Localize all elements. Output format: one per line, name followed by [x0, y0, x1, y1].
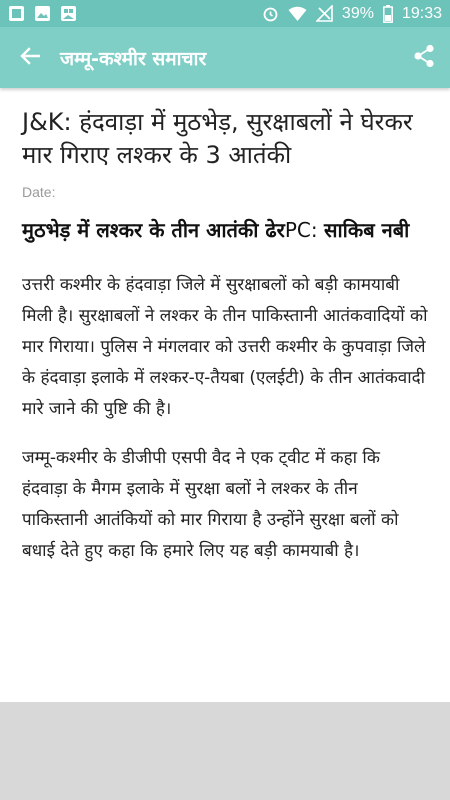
- caption-title: मुठभेड़ में लश्कर के तीन आतंकी ढेर: [22, 218, 285, 242]
- caption-pc: PC:: [284, 218, 324, 242]
- image-caption: [22, 212, 428, 248]
- caption-credit: साकिब नबी: [323, 218, 410, 242]
- clock: 19:33: [401, 4, 442, 22]
- bottom-ad-overlay: [0, 702, 450, 800]
- back-button[interactable]: [0, 27, 60, 88]
- battery-icon: [383, 5, 393, 23]
- app-title: जम्मू-कश्मीर समाचार: [60, 47, 207, 70]
- article-paragraph: उत्तरी कश्मीर के हंदवाड़ा जिले में सुरक्षाबलों को बड़ी कामयाबी मिली है। सुरक्षाबलों ने लश्कर के तीन पाकिस्तानी आतंकवादियों को मार गिराया। पुलिस ने मंगलवार को उत्तरी कश्मीर के कुपवाड़ा जिले के हंदवाड़ा इलाके में लश्कर-ए-तैयबा (एलईटी) के तीन आतंकवादी मारे जाने की पुष्टि की है।: [22, 275, 428, 419]
- wifi-icon: [288, 6, 307, 22]
- image-icon: [34, 5, 51, 22]
- notification-icons: [8, 5, 77, 22]
- article-date: Date:: [22, 184, 56, 200]
- photo-icon: [60, 5, 77, 22]
- article-paragraph: जम्मू-कश्मीर के डीजीपी एसपी वैद ने एक ट्वीट में कहा कि हंदवाड़ा के मैगम इलाके में सुरक्षा बलों ने लश्कर के तीन पाकिस्तानी आतंकियों को मार गिराया है उन्होंने सुरक्षा बलों को बधाई देते हुए कहा कि हमारे लिए यह बड़ी कामयाबी है।: [22, 448, 399, 561]
- battery-percent: 39%: [341, 4, 374, 22]
- arrow-left-icon: [20, 47, 40, 69]
- system-status: [262, 5, 442, 23]
- gallery-icon: [8, 5, 25, 22]
- status-bar: [0, 0, 450, 27]
- article-headline: J&K: हंदवाड़ा में मुठभेड़, सुरक्षाबलों ने घेरकर मार गिराए लश्कर के 3 आतंकी: [22, 108, 413, 169]
- alarm-icon: [262, 5, 279, 22]
- share-button[interactable]: [398, 27, 450, 88]
- share-icon: [413, 44, 435, 72]
- article-content[interactable]: [0, 88, 450, 800]
- app-bar: [0, 27, 450, 88]
- no-signal-icon: [316, 5, 333, 22]
